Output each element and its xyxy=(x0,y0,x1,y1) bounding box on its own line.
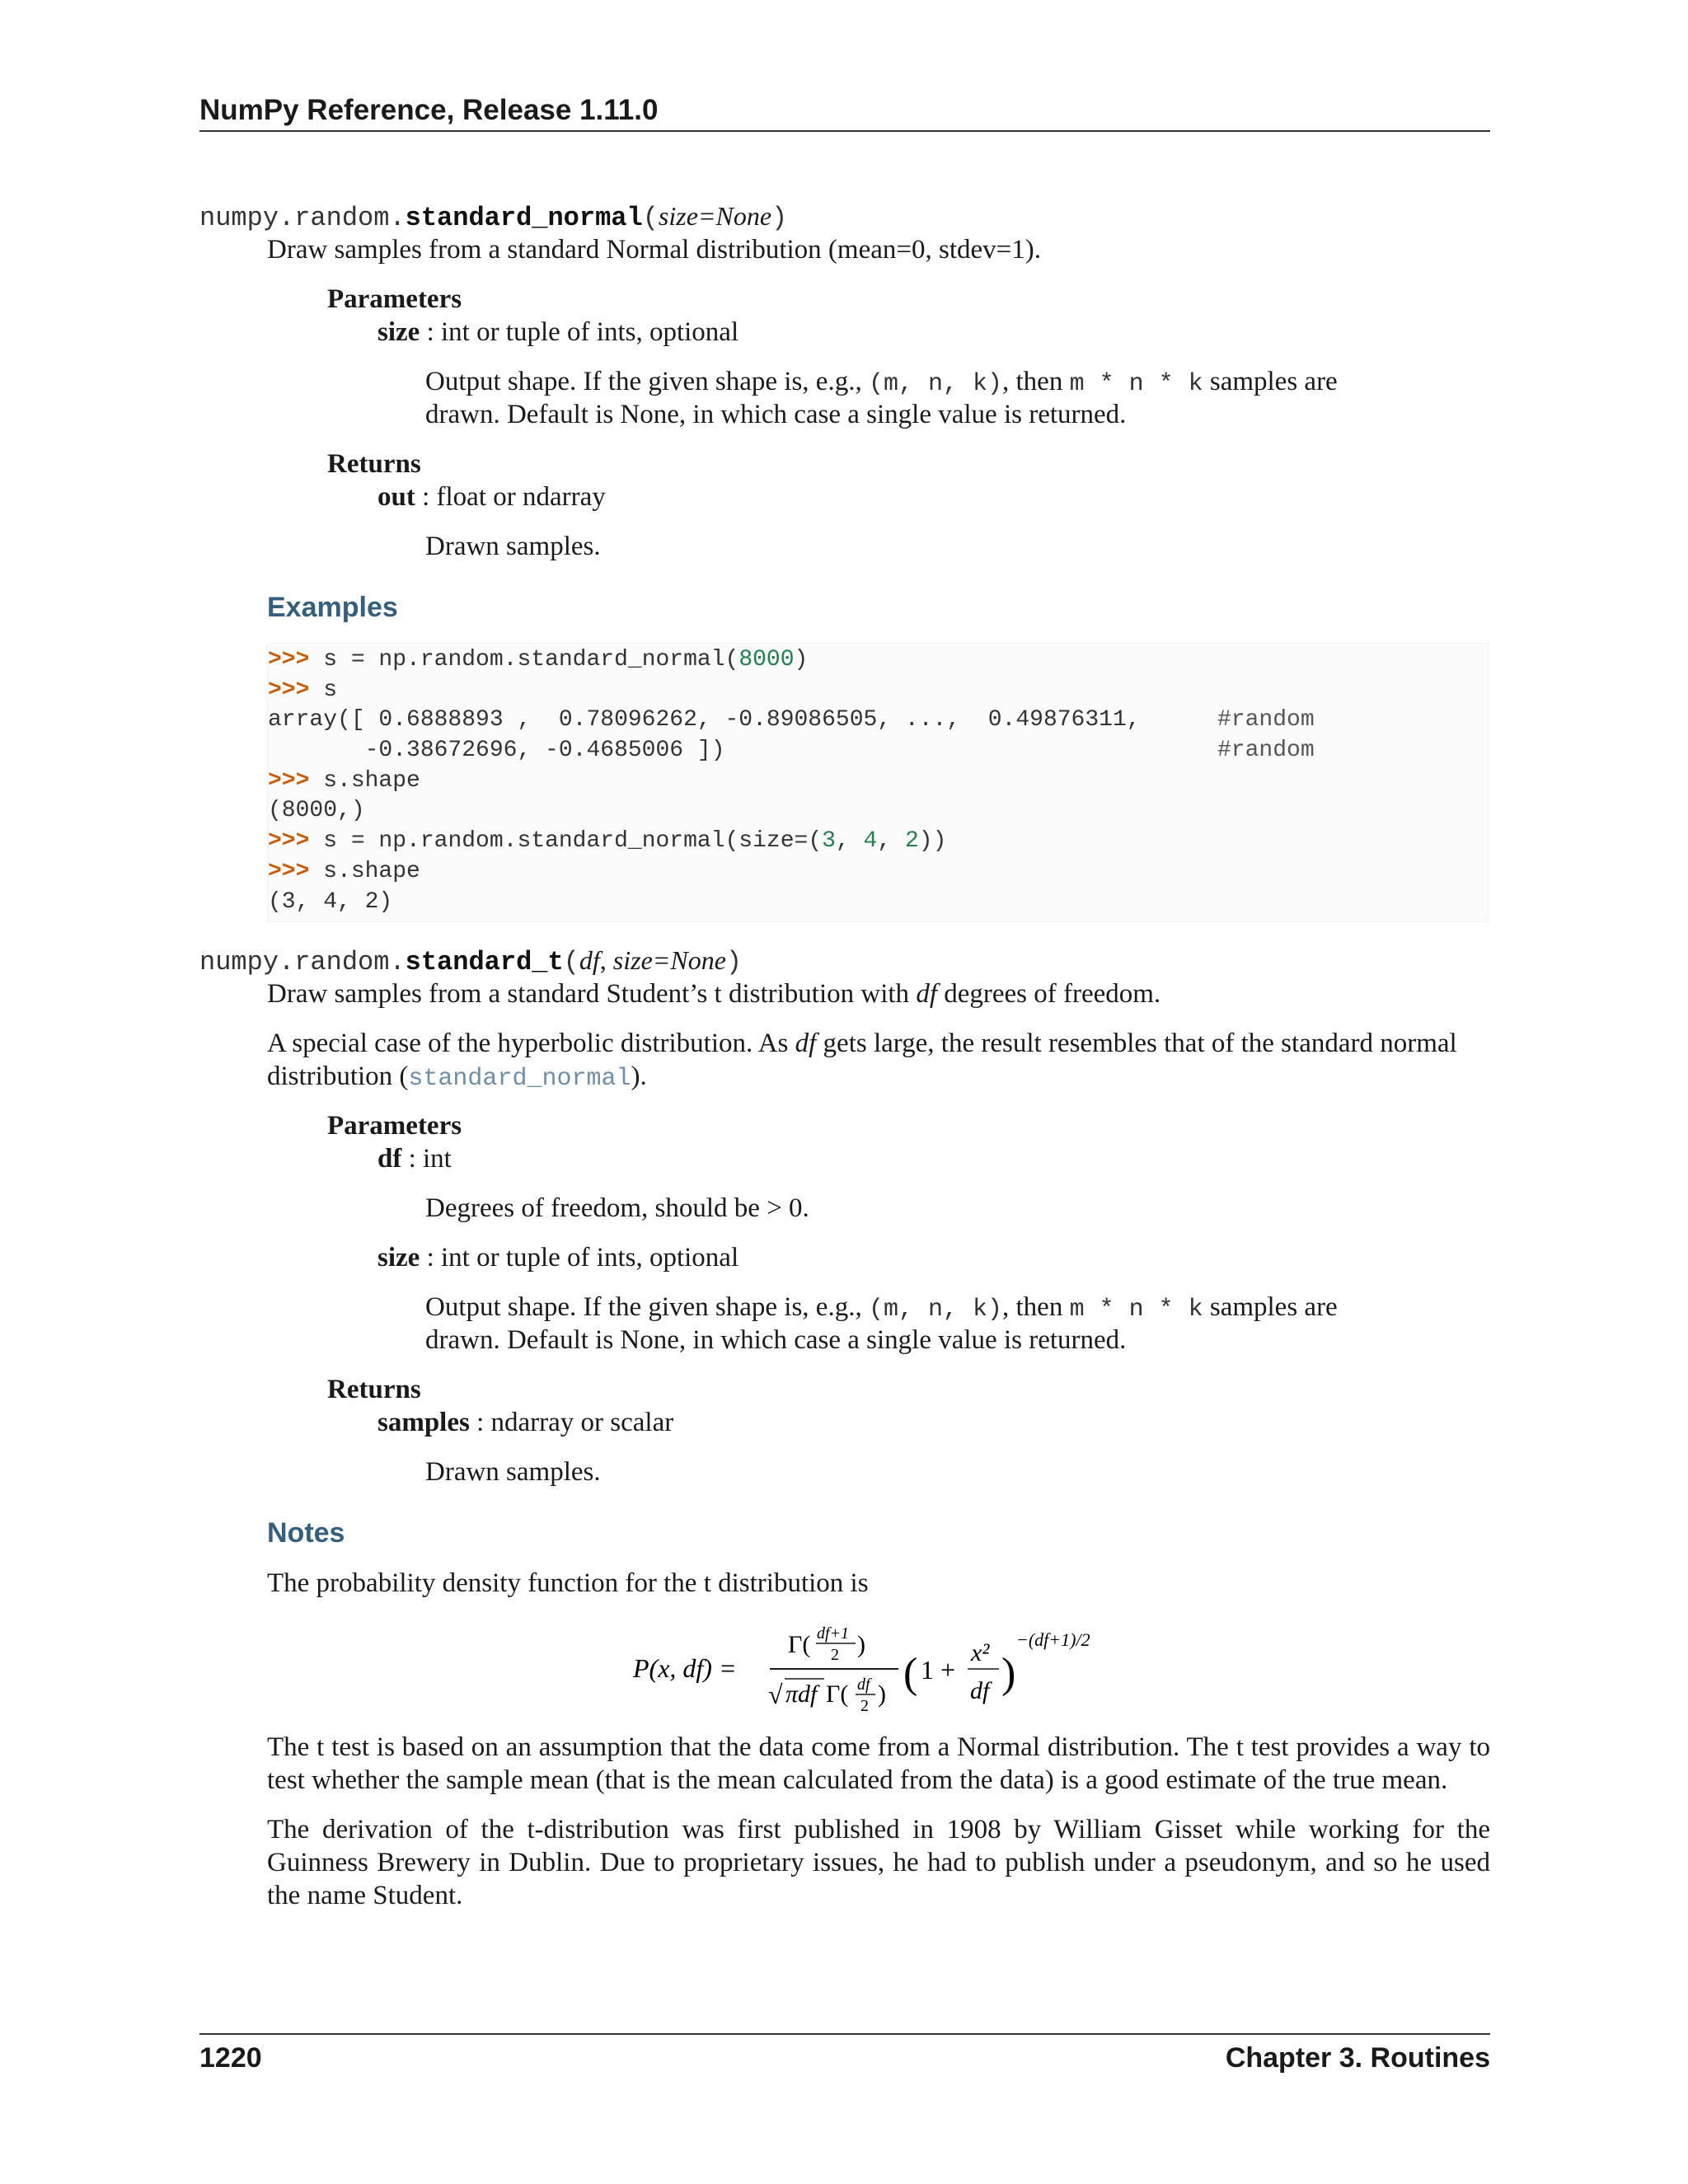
code-number: 8000 xyxy=(738,647,795,673)
sig-prefix: numpy.random. xyxy=(199,203,406,233)
code-text: s.shape xyxy=(309,858,420,884)
code-output: (3, 4, 2) xyxy=(268,888,393,915)
notes-paragraph-t-test: The t test is based on an assumption that the data come from a Normal distribution. The t test provides a way to test whether the sample mean (that is the mean calculated from the data) is a good estimate of the true mean. xyxy=(267,1732,1490,1795)
param-df-name: df xyxy=(377,1144,402,1174)
param-df xyxy=(377,1144,452,1174)
code-line xyxy=(268,888,1488,918)
param-size-type: : int or tuple of ints, optional xyxy=(420,317,739,347)
standard-normal-link[interactable]: standard_normal xyxy=(408,1065,631,1093)
parameters-heading: Parameters xyxy=(327,284,462,314)
code-line xyxy=(268,796,1488,827)
code-text: s.shape xyxy=(309,767,420,794)
function-signature-standard-normal xyxy=(199,201,787,233)
return-description: Drawn samples. xyxy=(425,532,601,561)
inline-code-shape: (m, n, k) xyxy=(868,1296,1002,1324)
code-line xyxy=(268,676,1488,706)
code-example-block xyxy=(267,643,1489,922)
inline-code-product: m * n * k xyxy=(1069,370,1203,398)
sig-paren-close: ) xyxy=(725,947,743,977)
formula-one-plus: 1 + xyxy=(921,1655,956,1685)
return-name: samples xyxy=(377,1408,470,1437)
desc-text: ). xyxy=(631,1062,647,1091)
code-text: , xyxy=(877,828,905,855)
formula-num-close: ) xyxy=(857,1631,865,1658)
desc-text-b: , then xyxy=(1002,1292,1070,1322)
formula-den-gamma: Γ( xyxy=(826,1680,849,1708)
sig-comma: , xyxy=(599,945,613,975)
formula-den-pi-df: πdf xyxy=(785,1680,818,1708)
code-text: ) xyxy=(794,647,809,673)
summary-text: degrees of freedom. xyxy=(936,979,1161,1009)
running-header: NumPy Reference, Release 1.11.0 xyxy=(199,94,659,126)
param-size xyxy=(377,317,738,348)
param-size xyxy=(377,1243,738,1273)
code-prompt: >>> xyxy=(268,677,310,703)
code-number: 4 xyxy=(863,828,878,855)
notes-paragraph-history: The derivation of the t-distribution was first published in 1908 by William Gisset while working for the Guinness Brewery in Dublin. Due to proprietary issues, he had to publish under a pseudonym, and so he used the name Student. xyxy=(267,1815,1490,1910)
notes-intro: The probability density function for the t distribution is xyxy=(267,1568,869,1598)
code-line xyxy=(268,705,1488,736)
sig-param-size: size xyxy=(612,945,653,975)
param-size-name: size xyxy=(377,317,420,347)
code-text: s = np.random.standard_normal(size=( xyxy=(309,828,823,855)
sig-param-df: df xyxy=(579,945,600,975)
desc-text-c: samples are xyxy=(1203,1292,1338,1322)
formula-exponent: −(df+1)/2 xyxy=(1016,1629,1090,1650)
code-text: s xyxy=(309,677,338,703)
formula-paren-close: ) xyxy=(1001,1650,1016,1697)
sig-param-default: =None xyxy=(652,945,726,975)
chapter-title: Chapter 3. Routines xyxy=(1225,2042,1490,2074)
param-size-name: size xyxy=(377,1243,420,1272)
function-summary: Draw samples from a standard Normal distribution (mean=0, stdev=1). xyxy=(267,235,1042,265)
code-prompt: >>> xyxy=(268,828,310,855)
function-summary xyxy=(267,979,1160,1010)
formula-den-frac-bot: 2 xyxy=(860,1697,869,1715)
inline-code-shape: (m, n, k) xyxy=(868,370,1002,398)
sig-param-size: size xyxy=(658,201,698,231)
code-prompt: >>> xyxy=(268,647,310,673)
desc-text-a: Output shape. If the given shape is, e.g., xyxy=(425,1292,869,1322)
code-output: array([ 0.6888893 , 0.78096262, -0.89086505, ..., 0.49876311, xyxy=(268,707,1141,733)
code-text: )) xyxy=(918,828,947,855)
param-size-description-line1 xyxy=(425,1292,1338,1324)
param-size-description-line2: drawn. Default is None, in which case a single value is returned. xyxy=(425,400,1127,429)
code-output: -0.38672696, -0.4685006 ]) xyxy=(268,738,725,764)
param-df-type: : int xyxy=(401,1144,452,1174)
sig-function-name: standard_t xyxy=(405,947,564,977)
formula-den-frac-top: df xyxy=(857,1675,870,1694)
formula-num-frac-bot: 2 xyxy=(831,1646,839,1664)
formula-x-squared: x² xyxy=(971,1639,990,1666)
desc-df: df xyxy=(795,1029,817,1058)
formula-den-close: ) xyxy=(878,1680,886,1708)
function-signature-standard-t xyxy=(199,945,742,977)
code-output: (8000,) xyxy=(268,798,365,824)
code-number: 3 xyxy=(822,828,836,855)
return-samples xyxy=(377,1408,673,1438)
sig-param-default: =None xyxy=(697,201,772,231)
formula-paren-open: ( xyxy=(903,1650,918,1697)
summary-df: df xyxy=(916,979,937,1009)
code-line xyxy=(268,736,1488,766)
return-type: : ndarray or scalar xyxy=(469,1408,674,1437)
desc-text-a: Output shape. If the given shape is, e.g., xyxy=(425,367,869,396)
summary-text: Draw samples from a standard Student’s t distribution with xyxy=(267,979,917,1009)
code-prompt: >>> xyxy=(268,767,310,794)
description-line1 xyxy=(267,1029,1457,1059)
desc-text: gets large, the result resembles that of the standard normal xyxy=(816,1029,1457,1058)
footer-rule xyxy=(199,2033,1490,2035)
header-rule xyxy=(199,130,1490,132)
page-number: 1220 xyxy=(199,2042,262,2074)
code-comment: #random xyxy=(1217,738,1315,764)
code-line xyxy=(268,857,1488,888)
return-out xyxy=(377,482,606,513)
parameters-heading: Parameters xyxy=(327,1111,462,1141)
formula-num-frac-top: df+1 xyxy=(817,1624,850,1643)
return-description: Drawn samples. xyxy=(425,1457,601,1487)
return-type: : float or ndarray xyxy=(415,482,606,512)
description-line2 xyxy=(267,1062,647,1093)
formula-num-gamma: Γ( xyxy=(788,1631,811,1658)
param-df-description: Degrees of freedom, should be > 0. xyxy=(425,1193,809,1223)
inline-code-product: m * n * k xyxy=(1069,1296,1203,1324)
formula-sqrt: √ xyxy=(768,1680,783,1709)
code-comment: #random xyxy=(1217,707,1315,733)
sig-function-name: standard_normal xyxy=(405,203,643,233)
returns-heading: Returns xyxy=(327,449,421,479)
param-size-description-line1 xyxy=(425,367,1338,398)
param-size-type: : int or tuple of ints, optional xyxy=(420,1243,739,1272)
sig-prefix: numpy.random. xyxy=(199,947,406,977)
formula-df: df xyxy=(970,1677,990,1704)
param-size-description-line2: drawn. Default is None, in which case a single value is returned. xyxy=(425,1325,1127,1355)
code-number: 2 xyxy=(904,828,919,855)
code-line xyxy=(268,766,1488,797)
notes-heading: Notes xyxy=(267,1517,345,1549)
code-line xyxy=(268,645,1488,676)
formula-lhs: P(x, df) = xyxy=(633,1653,737,1683)
returns-heading: Returns xyxy=(327,1375,421,1404)
code-text: s = np.random.standard_normal( xyxy=(309,647,739,673)
desc-text-b: , then xyxy=(1002,367,1070,396)
desc-text: A special case of the hyperbolic distribution. As xyxy=(267,1029,795,1058)
code-prompt: >>> xyxy=(268,858,310,884)
sig-paren-close: ) xyxy=(771,203,788,233)
code-line xyxy=(268,827,1488,857)
return-name: out xyxy=(377,482,415,512)
code-text: , xyxy=(835,828,864,855)
desc-text: distribution ( xyxy=(267,1062,409,1091)
desc-text-c: samples are xyxy=(1203,367,1338,396)
sig-paren-open: ( xyxy=(563,947,579,977)
sig-paren-open: ( xyxy=(642,203,659,233)
examples-heading: Examples xyxy=(267,592,398,623)
t-distribution-pdf-formula xyxy=(626,1619,1137,1718)
